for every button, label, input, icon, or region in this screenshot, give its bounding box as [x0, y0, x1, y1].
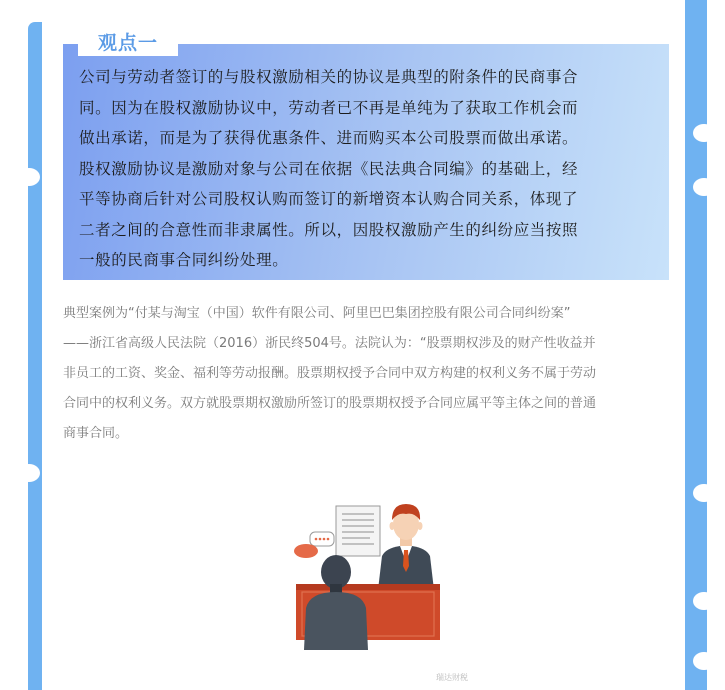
- watermark: [436, 672, 468, 683]
- viewpoint-line: 做出承诺，而是为了获得优惠条件、进而购买本公司股票而做出承诺。: [79, 129, 579, 147]
- case-line: 典型案例为“付某与淘宝（中国）软件有限公司、阿里巴巴集团控股有限公司合同纠纷案”: [63, 306, 571, 321]
- viewpoint-line: 股权激励协议是激励对象与公司在依据《民法典合同编》的基础上，经: [79, 159, 579, 178]
- left-notch: [18, 464, 40, 482]
- right-blue-bar: [685, 0, 707, 690]
- right-notch: [693, 592, 715, 610]
- right-decor-strip: [685, 0, 725, 690]
- viewpoint-line: 平等协商后针对公司股权认购而签订的新增资本认购合同关系，体现了: [79, 190, 579, 208]
- left-decor-strip: [0, 0, 42, 690]
- right-notch: [693, 178, 715, 196]
- viewpoint-text: [79, 62, 659, 276]
- case-line: 商事合同。: [63, 426, 129, 441]
- left-blue-bar: [28, 22, 42, 690]
- watermark-text: 瑞达财税: [436, 673, 468, 682]
- case-paragraph: [63, 299, 670, 449]
- case-line: 非员工的工资、奖金、福利等劳动报酬。股票期权授予合同中双方构建的权利义务不属于劳动: [63, 366, 597, 381]
- viewpoint-line: 同。因为在股权激励协议中，劳动者已不再是单纯为了获取工作机会而: [79, 98, 579, 117]
- viewpoint-tab-label: 观点一: [97, 31, 158, 54]
- right-notch: [693, 484, 715, 502]
- viewpoint-tab: [78, 26, 178, 56]
- meeting-illustration-icon: [288, 500, 448, 650]
- case-line: ——浙江省高级人民法院（2016）浙民终504号。法院认为：“股票期权涉及的财产性收益并: [63, 336, 596, 351]
- case-line: 合同中的权利义务。双方就股票期权激励所签订的股票期权授予合同应属平等主体之间的普通: [63, 396, 597, 411]
- viewpoint-line: 公司与劳动者签订的与股权激励相关的协议是典型的附条件的民商事合: [79, 68, 579, 86]
- right-notch: [693, 652, 715, 670]
- viewpoint-line: 二者之间的合意性而非隶属性。所以，因股权激励产生的纠纷应当按照: [79, 220, 579, 239]
- right-notch: [693, 124, 715, 142]
- left-notch: [18, 168, 40, 186]
- viewpoint-line: 一般的民商事合同纠纷处理。: [79, 251, 289, 269]
